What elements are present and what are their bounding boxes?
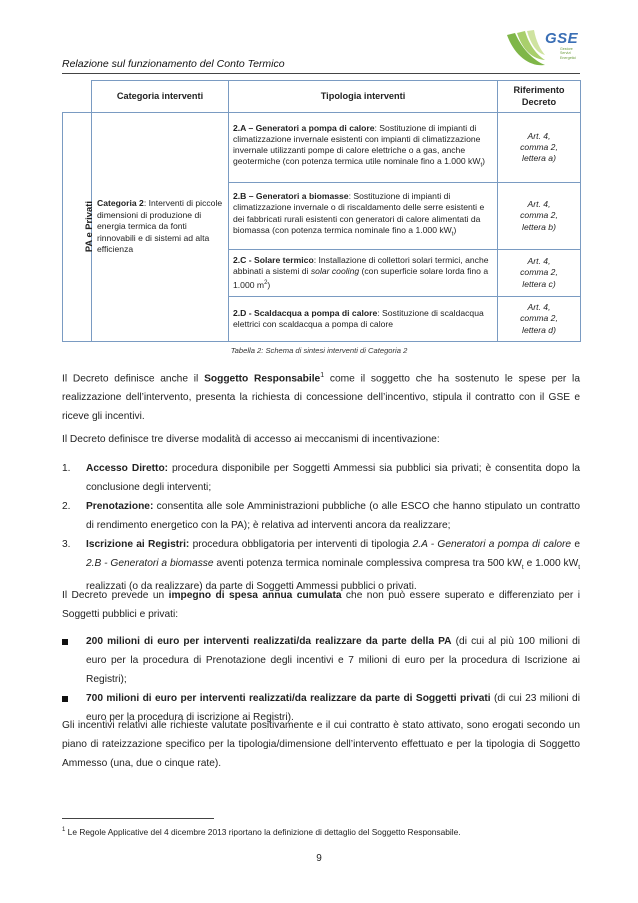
reference-2d: Art. 4, comma 2, lettera d) (498, 297, 581, 342)
logo-subtitle: Gestore Servizi Energetici (560, 47, 576, 60)
row-group-label: PA e Privati (63, 113, 92, 342)
logo-text: GSE (545, 30, 579, 47)
reference-2b: Art. 4, comma 2, lettera b) (498, 183, 581, 250)
typology-2d: 2.D - Scaldacqua a pompa di calore: Sostituzione di scaldacqua elettrici con scaldacqua a pompa di calore (229, 297, 498, 342)
header-rule (62, 73, 580, 74)
page-number: 9 (316, 853, 322, 864)
interventions-table (62, 80, 581, 342)
list-item: 700 milioni di euro per interventi realizzati/da realizzare da parte di Soggetti privati (di cui 23 milioni di euro per la procedura di iscrizione ai Registri). (62, 689, 580, 727)
typology-2b: 2.B – Generatori a biomasse: Sostituzione di impianti di climatizzazione invernale o di riscaldamento delle serre esistenti e dei fabbricati rurali esistenti con generatori di calore alimentati da biomassa (con potenza termica nominale fino a 1.000 $kW_t$) (229, 183, 498, 250)
paragraph-responsible: Il Decreto definisce anche il Soggetto Responsabile$^1$ come il soggetto che ha sostenuto le spese per la realizzazione dell’intervento, presenta la richiesta di concessione dell’incentivo, stipula il contratto con il GSE e riceve gli incentivi. (62, 372, 580, 423)
list-item: 1. Accesso Diretto: procedura disponibile per Soggetti Ammessi sia pubblici sia privati; è consentita dopo la conclusione degli interventi; (62, 463, 580, 493)
table-header-row (63, 81, 581, 113)
bullet-square-icon (62, 639, 68, 645)
list-item: 2. Prenotazione: consentita alle sole Amministrazioni pubbliche (o alle ESCO che hanno stipulato un contratto di rendimento energetico con la PA); è relativa ad interventi ancora da realizzare; (62, 501, 580, 531)
typology-2a: 2.A – Generatori a pompa di calore: Sostituzione di impianti di climatizzazione invernale esistenti con impianti di climatizzazione invernale utilizzanti pompe di calore elettriche o a gas, anche geotermiche (con potenza termica utile nominale fino a 1.000 $kW_t$) (229, 113, 498, 183)
typology-2c: 2.C - Solare termico: Installazione di collettori solari termici, anche abbinati a sistemi di solar cooling (con superficie solare lorda fino a 1.000 $m^2$) (229, 250, 498, 297)
category-cell: Categoria 2: Interventi di piccole dimensioni di produzione di energia termica da fonti rinnovabili e di sistemi ad alta efficienza (92, 113, 229, 342)
header-title: Relazione sul funzionamento del Conto Termico (62, 58, 285, 70)
header-reference: Riferimento Decreto (498, 81, 581, 113)
paragraph-incentives: Gli incentivi relativi alle richieste valutate positivamente e il cui contratto è stato attivato, sono erogati secondo un piano di rateizzazione specifico per la tipologia/dimensione dell’intervento effettuato e per la tipologia di Soggetto Ammesso (una, due o cinque rate). (62, 720, 580, 769)
paragraph-access-modes: Il Decreto definisce tre diverse modalità di accesso ai meccanismi di incentivazione: (62, 434, 440, 445)
footnote-rule (62, 818, 214, 819)
reference-2a: Art. 4, comma 2, lettera a) (498, 113, 581, 183)
header-category: Categoria interventi (92, 81, 229, 113)
header-typology: Tipologia interventi (229, 81, 498, 113)
reference-2c: Art. 4, comma 2, lettera c) (498, 250, 581, 297)
list-item: 200 milioni di euro per interventi realizzati/da realizzare da parte della PA (di cui al più 100 milioni di euro per la procedura di Prenotazione degli incentivi e 7 milioni di euro per la procedura di Iscrizione ai Registri); (62, 632, 580, 689)
access-modes-list (62, 459, 580, 596)
list-item: 3. Iscrizione ai Registri: procedura obbligatoria per interventi di tipologia 2.A - Generatori a pompa di calore e 2.B - Generatori a biomasse aventi potenza termica nominale complessiva compresa tra 500 $kW_t$ e 1.000 $kW_t$ realizzati (o da realizzare) da parte di Soggetti Ammessi pubblici o privati. (62, 539, 580, 593)
table-row (63, 113, 581, 183)
budget-list (62, 632, 580, 727)
bullet-square-icon (62, 696, 68, 702)
table-caption: Tabella 2: Schema di sintesi interventi di Categoria 2 (230, 346, 408, 355)
footnote: $^1$ Le Regole Applicative del 4 dicembre 2013 riportano la definizione di dettaglio del Soggetto Responsabile. (62, 827, 461, 837)
paragraph-spending: Il Decreto prevede un impegno di spesa annua cumulata che non può essere superato e differenziato per i Soggetti pubblici e privati: (62, 590, 581, 620)
